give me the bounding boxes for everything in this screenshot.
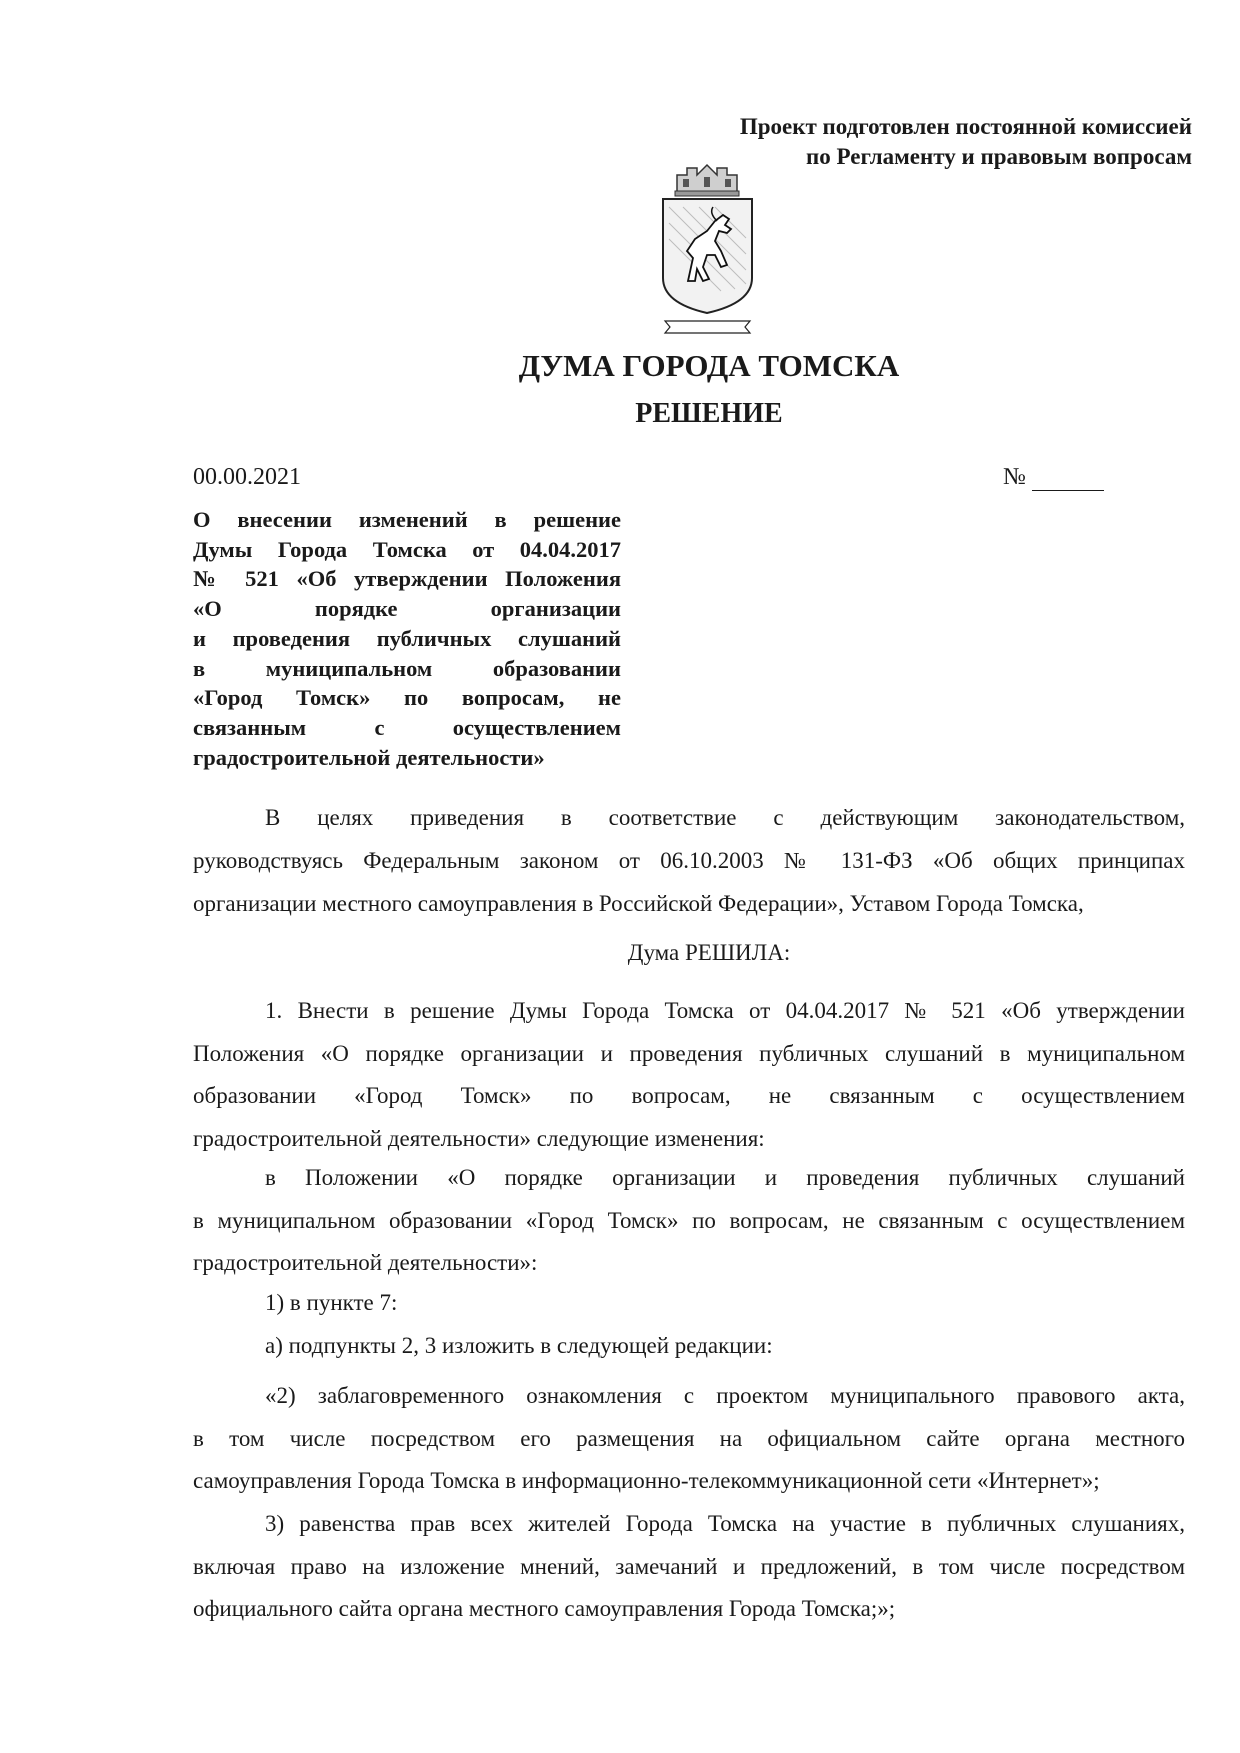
item-1-text-line: в Положении «О порядке организации и проведения публичных слушаний xyxy=(265,1165,1185,1190)
quote-point-2-paragraph xyxy=(193,1375,1185,1503)
quote-point-2-line: самоуправления Города Томска в информационно-телекоммуникационной сети «Интернет»; xyxy=(193,1468,1100,1493)
number-label: № xyxy=(1003,464,1026,490)
resolved-heading: Дума РЕШИЛА: xyxy=(627,940,791,965)
preamble-line: организации местного самоуправления в Российской Федерации», Уставом Города Томска, xyxy=(193,891,1084,916)
quote-point-3-line: официального сайта органа местного самоуправления Города Томска;»; xyxy=(193,1596,896,1621)
quote-point-3-line: включая право на изложение мнений, замечаний и предложений, в том числе посредством xyxy=(193,1553,1185,1579)
quote-point-2-line: «2) заблаговременного ознакомления с проектом муниципального правового акта, xyxy=(265,1383,1185,1408)
item-1-line: образовании «Город Томск» по вопросам, не связанным с осуществлением xyxy=(193,1083,1185,1108)
document-number xyxy=(1003,464,1104,491)
subject-line: О внесении изменений в решение xyxy=(193,507,621,532)
subject-line: градостроительной деятельности» xyxy=(193,744,545,770)
quote-point-3-paragraph xyxy=(193,1503,1185,1631)
subject-line: связанным с осуществлением xyxy=(193,714,621,740)
subject-line: и проведения публичных слушаний xyxy=(193,625,621,651)
item-1-text-line: градостроительной деятельности»: xyxy=(193,1250,538,1275)
prepared-by-line-1: Проект подготовлен постоянной комиссией xyxy=(739,114,1192,139)
item-1-line: 1. Внести в решение Думы Города Томска от 04.04.2017 № 521 «Об утверждении xyxy=(265,998,1185,1023)
subject-line: № 521 «Об утверждении Положения xyxy=(193,566,621,592)
subject-line: в муниципальном образовании xyxy=(193,655,621,681)
preamble-line: руководствуясь Федеральным законом от 06.10.2003 № 131-ФЗ «Об общих принципах xyxy=(193,848,1185,873)
subitem-1a: а) подпункты 2, 3 изложить в следующей редакции: xyxy=(265,1333,773,1358)
subitem-1: 1) в пункте 7: xyxy=(265,1290,398,1315)
number-blank-line xyxy=(1032,468,1104,491)
subject-line: «О порядке организации xyxy=(193,596,621,622)
quote-point-3-line: 3) равенства прав всех жителей Города Томска на участие в публичных слушаниях, xyxy=(265,1511,1185,1536)
prepared-by-line-2: по Регламенту и правовым вопросам xyxy=(805,144,1192,169)
item-1-text-paragraph xyxy=(193,1157,1185,1285)
item-1-text-line: в муниципальном образовании «Город Томск» по вопросам, не связанным с осуществлением xyxy=(193,1207,1185,1233)
decision-subject xyxy=(193,505,621,772)
preamble-paragraph xyxy=(193,796,1185,925)
document-type: РЕШЕНИЕ xyxy=(635,398,783,429)
document-date: 00.00.2021 xyxy=(193,464,301,490)
quote-point-2-line: в том числе посредством его размещения на официальном сайте органа местного xyxy=(193,1425,1185,1451)
organization-title: ДУМА ГОРОДА ТОМСКА xyxy=(518,348,900,383)
subject-line: «Город Томск» по вопросам, не xyxy=(193,685,621,711)
item-1-paragraph xyxy=(193,990,1185,1160)
preamble-line: В целях приведения в соответствие с действующим законодательством, xyxy=(265,805,1185,830)
item-1-line: Положения «О порядке организации и проведения публичных слушаний в муниципальном xyxy=(193,1040,1185,1066)
subject-line: Думы Города Томска от 04.04.2017 xyxy=(193,536,621,562)
tomsk-coat-of-arms-icon xyxy=(655,163,760,343)
item-1-line: градостроительной деятельности» следующие изменения: xyxy=(193,1125,765,1151)
